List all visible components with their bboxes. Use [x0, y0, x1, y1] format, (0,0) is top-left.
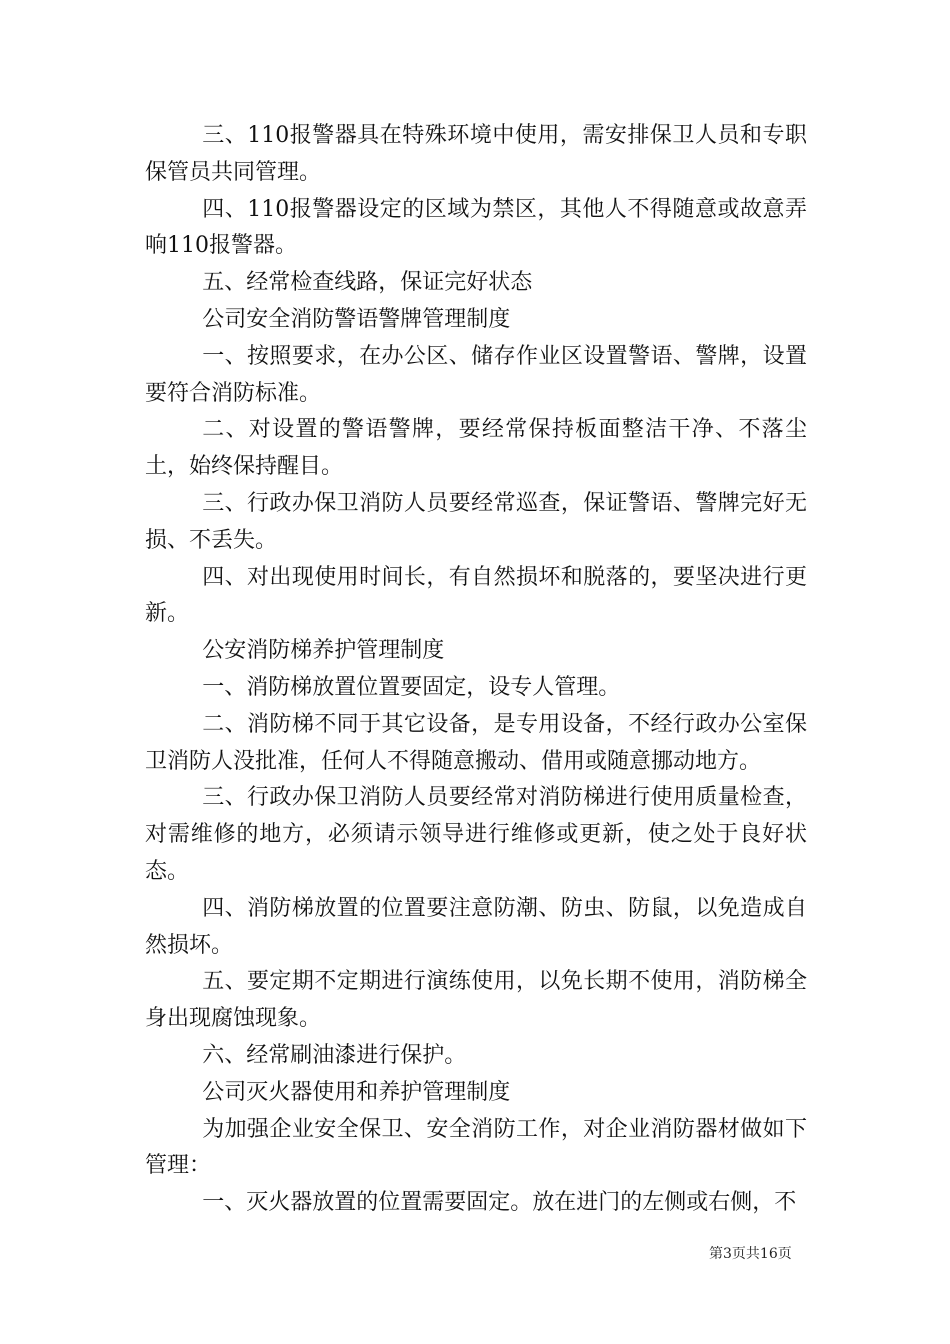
section-heading: 公司灭火器使用和养护管理制度: [202, 1079, 511, 1105]
paragraph: 六、经常刷油漆进行保护。: [202, 1042, 467, 1068]
paragraph: 二、对设置的警语警牌，要经常保持板面整洁干净、不落尘土，始终保持醒目。: [145, 417, 807, 480]
section-heading: 公司安全消防警语警牌管理制度: [202, 306, 511, 332]
document-body: [145, 118, 807, 1222]
paragraph: 五、要定期不定期进行演练使用，以免长期不使用，消防梯全身出现腐蚀现象。: [145, 969, 807, 1032]
paragraph: 四、110报警器设定的区域为禁区，其他人不得随意或故意弄响110报警器。: [145, 196, 807, 259]
page-number: 第3页共16页: [709, 1246, 792, 1262]
paragraph: 三、行政办保卫消防人员要经常对消防梯进行使用质量检查，对需维修的地方，必须请示领导进行维修或更新，使之处于良好状态。: [145, 785, 807, 884]
paragraph: 二、消防梯不同于其它设备，是专用设备，不经行政办公室保卫消防人没批准，任何人不得随意搬动、借用或随意挪动地方。: [145, 711, 807, 774]
paragraph: 一、按照要求，在办公区、储存作业区设置警语、警牌，设置要符合消防标准。: [145, 343, 807, 406]
paragraph: 四、消防梯放置的位置要注意防潮、防虫、防鼠，以免造成自然损坏。: [145, 895, 807, 958]
paragraph: 四、对出现使用时间长，有自然损坏和脱落的，要坚决进行更新。: [145, 564, 807, 627]
paragraph: 三、行政办保卫消防人员要经常巡查，保证警语、警牌完好无损、不丢失。: [145, 490, 807, 553]
paragraph: 为加强企业安全保卫、安全消防工作，对企业消防器材做如下管理：: [145, 1116, 807, 1179]
paragraph: 五、经常检查线路，保证完好状态: [202, 270, 533, 296]
paragraph: 三、110报警器具在特殊环境中使用，需安排保卫人员和专职保管员共同管理。: [145, 123, 807, 185]
section-heading: 公安消防梯养护管理制度: [202, 638, 445, 664]
paragraph: 一、灭火器放置的位置需要固定。放在进门的左侧或右侧，不: [202, 1190, 797, 1216]
paragraph: 一、消防梯放置位置要固定，设专人管理。: [202, 674, 621, 700]
